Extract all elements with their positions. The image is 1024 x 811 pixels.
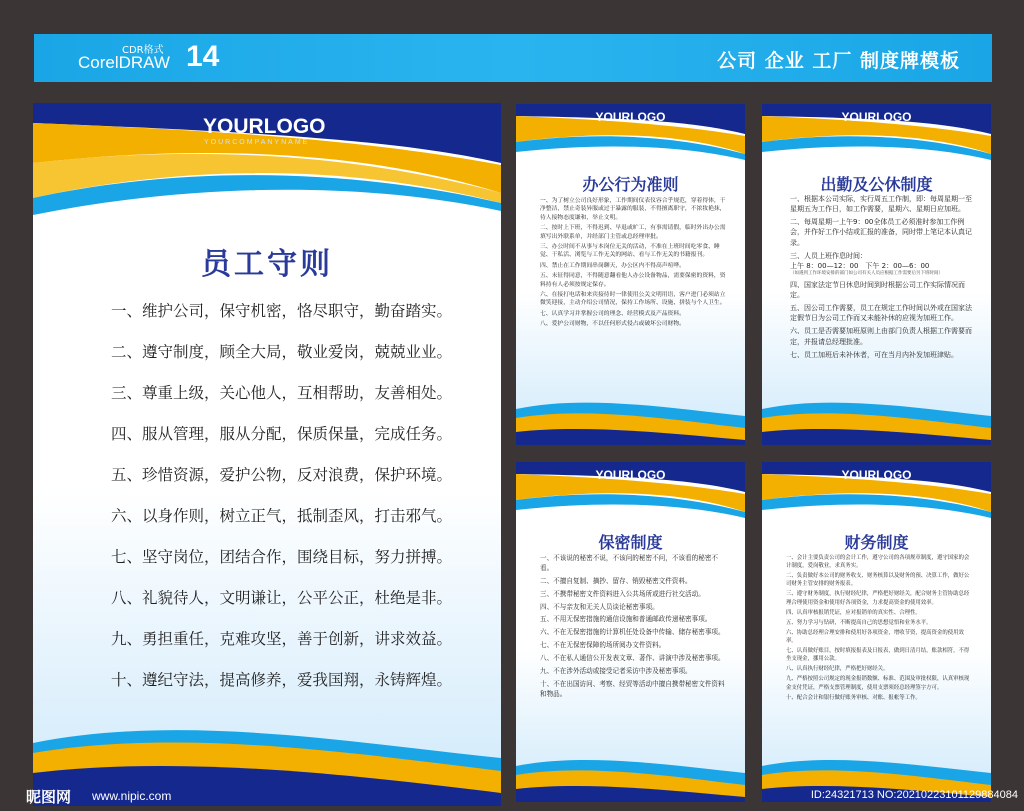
- board-title: 财务制度: [844, 533, 909, 552]
- list-item: 一、根据本公司实际，实行周五工作制，即：每周星期一至星期五为工作日，如工作需要，星期六、星期日应加班。: [790, 195, 972, 214]
- list-item: 九、严格按照公司规定的现金报销数额、标准、范围及审批权限，认真审核现金支付凭证，严格支票管理制度，使用支票须经总经理签字方可。: [786, 676, 970, 691]
- cdr-format-label: CDR格式: [122, 45, 164, 56]
- list-item: 十、不在出国访问、考察、经贸等活动中擅自携带秘密文件资料和物品。: [540, 679, 725, 698]
- list-item: 六、协助总经理合理安排和使用好各项资金，增收节资，提高资金的使用效率。: [786, 629, 964, 644]
- list-item: 四、国家法定节日休息时间到时根据公司工作实际情况而定。: [790, 280, 965, 299]
- list-item: 十、配合会计和银行做好账务审核、对账、报帐等工作。: [786, 694, 921, 701]
- board-title: 员工守则: [201, 247, 333, 282]
- rules-list: [111, 299, 452, 709]
- header-banner: [34, 34, 992, 82]
- company-logo: YOURLOGO: [841, 110, 912, 124]
- company-name: YOURCOMPANYNAME: [204, 139, 310, 146]
- list-item: 八、不在私人通信公开发表文章、著作、讲演中涉及秘密事项。: [540, 654, 725, 663]
- list-item: 三、尊重上级，关心他人，互相帮助，友善相处。: [111, 384, 453, 402]
- list-item: 八、礼貌待人，文明谦让，公平公正，杜绝是非。: [111, 589, 453, 607]
- confidentiality-board: [516, 462, 745, 802]
- coreldraw-version: 14: [186, 40, 220, 73]
- work-hours-note: （如遇到工作环境安排的部门如公司有关人员应根据工作需要后另下班时间）: [790, 270, 943, 276]
- list-item: 三、办公时间不从事与本岗位无关的活动，不准在上班时间吃零食、睡觉、干私活、浏览与工作无关的网站、看与工作无关的书籍报刊。: [540, 243, 720, 259]
- list-item: 九、勇担重任，克难攻坚，善于创新，讲求效益。: [111, 630, 453, 648]
- office-conduct-board: [516, 104, 745, 445]
- list-item: 三、遵守财务制度，执行财经纪律，严格把好财经关，配合财务主管协助总经理合理使用资金和使用好各项资金，力求提高资金的使用效率。: [786, 591, 970, 606]
- list-item: 一、不该说的秘密不说，不该问的秘密不问，不该看的秘密不看。: [540, 554, 719, 572]
- rules-list: [786, 554, 973, 704]
- company-logo: YOURLOGO: [595, 468, 666, 482]
- list-item: 九、不在涉外活动或接受记者采访中涉及秘密事项。: [540, 667, 692, 676]
- work-hours-heading: 三、人员上班作息时间：: [790, 251, 867, 260]
- list-item: 四、认真审核报销凭证，应对报销单的真实性、合理性。: [786, 609, 921, 616]
- list-item: 五、努力学习与钻研，不断提高自己的思想觉悟和业务水平。: [786, 619, 932, 626]
- company-logo: YOURLOGO: [841, 468, 912, 482]
- list-item: 四、禁止在工作期间串岗聊天，办公区内不得高声喧哗。: [540, 262, 685, 269]
- rules-list: [540, 197, 727, 330]
- list-item: 四、服从管理，服从分配，保质保量，完成任务。: [111, 425, 453, 443]
- list-item: 六、以身作则，树立正气，抵制歪风，打击邪气。: [111, 507, 453, 525]
- list-item: 七、员工加班后未补休者，可在当月内补发加班津贴。: [790, 350, 958, 359]
- list-item: 一、为了树立公司良好形象，工作期间仪表仪容合乎规范，穿着得体，干净整洁，禁止奇装异服或过于暴露的服装，不得擅离职守，不浓妆艳抹，待人接物态度谦和，举止文明。: [540, 198, 726, 221]
- list-item: 七、认真做好账目，按时填报报表及日报表，做到日清月结，账款相符，不得坐支现金，挪用公款。: [786, 648, 970, 663]
- list-item: 二、按时上下班，不得迟到、早退或旷工，有事需请假，临时外出办公需填写出外联系单，并经部门主管或总经理审批。: [540, 225, 726, 240]
- watermark-id: ID:24321713 NO:20210223101129884084: [810, 789, 1018, 801]
- list-item: 一、会计主要负责公司的会计工作，遵守公司的各项规章制度，遵守国家的会计制度，爱岗敬业，求真务实。: [786, 555, 970, 570]
- employee-rules-board: [33, 103, 501, 806]
- list-item: 二、每周星期一上午9：00全体员工必须准时参加工作例会，并作好工作小结或汇报的准备，同时带上笔记本认真记录。: [790, 218, 972, 247]
- board-title: 保密制度: [598, 533, 663, 552]
- list-item: 八、认真执行财经纪律，严格把好财经关。: [786, 666, 889, 673]
- list-item: 一、维护公司，保守机密，恪尽职守，勤奋踏实。: [111, 302, 453, 320]
- list-item: 八、爱护公司财物，不以任何形式侵占或破坏公司财物。: [540, 321, 685, 328]
- list-item: 六、员工是否需要加班原则上由部门负责人根据工作需要而定，并报请总经理批准。: [790, 327, 972, 346]
- list-item: 五、珍惜资源，爱护公物，反对浪费，保护环境。: [111, 466, 453, 484]
- list-item: 二、遵守制度，顾全大局，敬业爱岗，兢兢业业。: [111, 343, 453, 361]
- banner-headline: 公司 企业 工厂 制度牌模板: [717, 50, 960, 72]
- list-item: 五、因公司工作需要，员工在规定工作时间以外或在国家法定假节日为公司工作而又未能补休的应视为加班工作。: [790, 304, 972, 323]
- rules-list: [540, 554, 727, 703]
- coreldraw-label: CorelDRAW: [78, 53, 170, 72]
- list-item: [790, 251, 973, 277]
- board-title: 出勤及公休制度: [820, 175, 933, 194]
- watermark-url: www.nipic.com: [92, 789, 172, 803]
- list-item: 六、不在无保密措施的计算机任处设备中传输、储存秘密事项。: [540, 628, 725, 637]
- company-logo: YOURLOGO: [203, 115, 326, 138]
- list-item: 七、坚守岗位，团结合作，围绕目标，努力拼搏。: [111, 548, 453, 566]
- board-title: 办公行为准则: [582, 175, 679, 194]
- list-item: 二、负责做好本公司的财务收支、财务核算以及财务的预、决算工作，做好公司财务主管安排的财务报表。: [786, 573, 970, 588]
- list-item: 六、在接打电话和来宾接待时一律使用公关文明用语，客户进门必须站立微笑迎接，主动介绍公司情况，保持工作场所、设施、拼装与个人卫生。: [540, 291, 726, 307]
- company-logo: YOURLOGO: [595, 110, 666, 124]
- list-item: 七、不在无保密保障的场所阅办文件资料。: [540, 641, 666, 650]
- list-item: 五、未征得同意，不得随意翻看他人办公设备物品，需要保密的资料，资料持有人必须按规定保存。: [540, 273, 726, 288]
- finance-board: [762, 462, 991, 802]
- list-item: 七、认真学习并掌握公司的理念、经营模式及产品资料。: [540, 310, 685, 317]
- list-item: 三、不携带秘密文件资料进入公共场所或进行社交活动。: [540, 589, 705, 598]
- rules-list: [790, 194, 973, 363]
- list-item: 十、遵纪守法，提高修养，爱我国翔，永铸辉煌。: [111, 671, 453, 689]
- list-item: 四、不与亲友和无关人员谈论秘密事项。: [540, 602, 659, 611]
- watermark-site: 昵图网: [26, 788, 72, 806]
- list-item: 五、不用无保密措施的通信设施和普通邮政传递秘密事项。: [540, 615, 712, 624]
- list-item: 二、不擅自复制、摘抄、留存、销毁秘密文件资料。: [540, 576, 692, 585]
- work-hours: 上午 8：00—12：00 下午 2：00—6：00: [790, 261, 930, 270]
- attendance-board: [762, 104, 991, 445]
